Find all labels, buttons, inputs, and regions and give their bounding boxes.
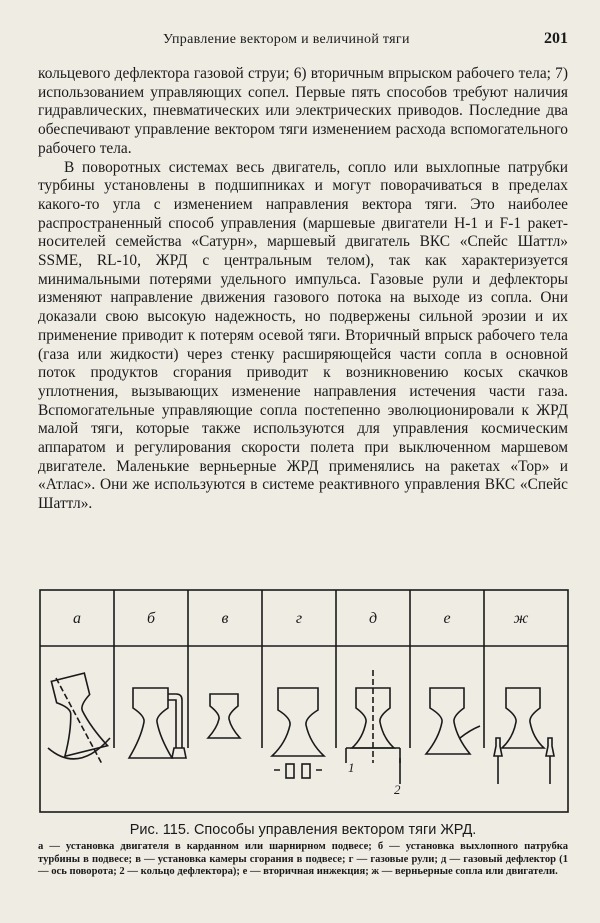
panel-label-d: д <box>368 610 378 627</box>
caption-body: а — установка двигателя в карданном или шарнирном подвесе; б — установка выхлопного патрубка турбины в подвесе; в — установка камеры сгорания в подвесе; г — газовые рули; д — газовый дефлектор (1 — ось поворота; 2 — кольцо дефлектора); е — вторичная инжекция; ж — верньерные сопла или двигатели. <box>38 841 568 878</box>
caption-title: Рис. 115. Способы управления вектором тяги ЖРД. <box>129 822 477 838</box>
paragraph-2: В поворотных системах весь двигатель, сопло или выхлопные патрубки турбины установлены в подшипниках и могут поворачиваться в пределах какого-то угла с изменением направления вектора тяги. Это наиболее распространенный способ управления (маршевые двигатели H-1 и F-1 ракет-носителей семейства «Сатурн», маршевый двигатель ВКС «Спейс Шаттл» SSME, RL-10, ЖРД с центральным телом), так как характеризуется минимальными потерями удельного импульса. Газовые рули и дефлекторы изменяют направление движения газового потока на выходе из сопла. Они доказали свою высокую надежность, но подвержены сильной эрозии и их применение приводит к потерям осевой тяги. Вторичный впрыск рабочего тела (газа или жидкости) через стенку расширяющейся части сопла в основной поток продуктов сгорания приводит к возникновению косых скачков уплотнения, вызывающих изменение направления истечения части газа. Вспомогательные управляющие сопла постепенно эволюционировали к ЖРД малой тяги, которые также используются для управления космическим аппаратом и регулирования скорости полета при выключенном маршевом двигателе. Маленькие верньерные ЖРД применялись на ракетах «Тор» и «Атлас». Они же используются в системе реактивного управления ВКС «Спейс Шаттл». <box>38 158 568 513</box>
panel-label-zh: ж <box>513 610 529 627</box>
running-header <box>38 32 568 52</box>
nozzle-b <box>129 688 186 758</box>
nozzle-a-gimbal <box>46 672 107 756</box>
annotation-1: 1 <box>348 760 355 775</box>
panel-label-g: г <box>295 610 303 627</box>
body-text <box>38 65 568 514</box>
annotation-2: 2 <box>394 782 401 797</box>
panel-label-b: б <box>146 610 156 627</box>
panel-label-v: в <box>221 610 229 627</box>
page-number: 201 <box>544 30 568 47</box>
figure-115 <box>38 588 570 816</box>
figure-caption <box>38 822 568 879</box>
nozzle-g <box>272 688 324 778</box>
panel-label-a: а <box>73 610 81 627</box>
panel-label-e: е <box>443 610 451 627</box>
paragraph-1: кольцевого дефлектора газовой струи; 6) вторичным впрыском рабочего тела; 7) использованием управляющих сопел. Первые пять способов требуют наличия гидравлических, пневматических или электрических приводов. Последние два обеспечивают управление вектором тяги изменением расхода вспомогательного рабочего тела. <box>38 65 568 157</box>
axis-a <box>56 678 102 764</box>
nozzle-e <box>426 688 480 754</box>
nozzle-v <box>208 694 240 738</box>
nozzle-zh <box>494 688 554 784</box>
running-title: Управление вектором и величиной тяги <box>163 32 410 47</box>
gimbal-arc-a <box>48 738 110 759</box>
